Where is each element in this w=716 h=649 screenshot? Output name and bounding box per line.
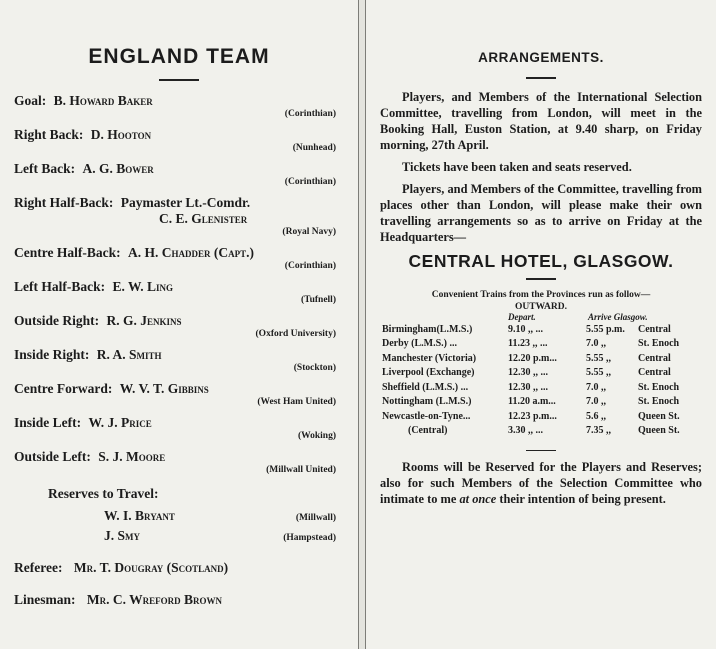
hotel-name: CENTRAL HOTEL, GLASGOW. bbox=[408, 251, 674, 271]
train-column-headers bbox=[380, 312, 702, 324]
linesman-label: Linesman: bbox=[14, 592, 76, 607]
paragraph-london: Players, and Members of the International Selection Committee, travelling from London, will meet in the Booking Hall, Euston Station, at 9.40 sharp, on Friday morning, 27th April. bbox=[380, 90, 702, 152]
position-label: Goal: bbox=[14, 93, 47, 108]
col-arrive: Arrive Glasgow. bbox=[588, 311, 648, 322]
position-label: Inside Right: bbox=[14, 347, 90, 362]
player-club: (Nunhead) bbox=[292, 143, 336, 153]
position-label: Left Half-Back: bbox=[14, 279, 106, 294]
train-arrive: 7.0 ,, bbox=[586, 338, 606, 349]
train-terminus: Central bbox=[638, 367, 671, 378]
reserve-name: W. I. Bryant bbox=[104, 508, 175, 523]
train-arrive: 7.0 ,, bbox=[586, 396, 606, 407]
position-label: Right Back: bbox=[14, 127, 84, 142]
player-name: R. G. Jenkins bbox=[106, 313, 182, 328]
col-depart: Depart. bbox=[508, 311, 536, 322]
closing-rule bbox=[526, 450, 556, 452]
train-depart: 12.23 p.m... bbox=[508, 410, 557, 422]
player-club: (Royal Navy) bbox=[282, 227, 336, 237]
reserve-player bbox=[14, 506, 344, 526]
train-station: Liverpool (Exchange) bbox=[382, 367, 475, 378]
train-station: Manchester (Victoria) bbox=[382, 352, 477, 364]
player-club: (Woking) bbox=[297, 431, 336, 441]
position-outside-right bbox=[14, 313, 344, 340]
player-name: A. G. Bower bbox=[82, 161, 154, 176]
reserve-name: J. Smy bbox=[104, 528, 141, 543]
train-row bbox=[380, 367, 702, 382]
player-club: (Corinthian) bbox=[284, 261, 336, 271]
position-centre-forward bbox=[14, 381, 344, 408]
referee-name: Mr. T. Dougray (Scotland) bbox=[73, 560, 229, 575]
train-depart: 11.20 a.m... bbox=[508, 396, 556, 407]
position-label: Right Half-Back: bbox=[14, 195, 114, 210]
position-left-back bbox=[14, 161, 344, 188]
train-row bbox=[380, 382, 702, 397]
linesman-name: Mr. C. Wreford Brown bbox=[86, 592, 223, 607]
player-club: (West Ham United) bbox=[257, 397, 336, 407]
player-club: (Corinthian) bbox=[284, 177, 336, 187]
referee-label: Referee: bbox=[14, 560, 63, 575]
train-terminus: St. Enoch bbox=[638, 396, 680, 407]
arrangements-rule bbox=[526, 77, 556, 79]
player-name: W. V. T. Gibbins bbox=[119, 381, 209, 396]
train-row bbox=[380, 425, 702, 440]
reserve-club: (Hampstead) bbox=[283, 533, 336, 543]
train-arrive: 7.35 ,, bbox=[586, 425, 611, 436]
train-depart: 12.30 ,, ... bbox=[508, 367, 548, 378]
player-club: (Stockton) bbox=[293, 363, 336, 373]
train-terminus: St. Enoch bbox=[638, 338, 680, 349]
train-terminus: Central bbox=[638, 352, 671, 364]
position-right-back bbox=[14, 127, 344, 154]
position-label: Centre Half-Back: bbox=[14, 245, 121, 260]
player-name: A. H. Chadder (Capt.) bbox=[127, 245, 254, 260]
train-arrive: 5.55 p.m. bbox=[586, 323, 625, 335]
train-depart: 12.20 p.m... bbox=[508, 352, 557, 364]
position-label: Inside Left: bbox=[14, 415, 82, 430]
rooms-text-b: their intention of being present. bbox=[496, 492, 666, 506]
train-depart: 3.30 ,, ... bbox=[508, 425, 543, 436]
train-arrive: 5.55 ,, bbox=[586, 367, 611, 378]
train-station: (Central) bbox=[408, 425, 448, 436]
train-terminus: Queen St. bbox=[638, 425, 680, 436]
rooms-text-emphasis: at once bbox=[459, 492, 497, 506]
player-name: R. A. Smith bbox=[96, 347, 162, 362]
player-name: C. E. Glenister bbox=[159, 211, 248, 226]
reserve-club: (Millwall) bbox=[295, 513, 336, 523]
train-row bbox=[380, 324, 702, 339]
paragraph-rooms bbox=[380, 459, 702, 507]
page-fold bbox=[358, 0, 366, 649]
position-right-half-back bbox=[14, 195, 344, 238]
position-left-half-back bbox=[14, 279, 344, 306]
position-inside-left bbox=[14, 415, 344, 442]
position-label: Outside Right: bbox=[14, 313, 100, 328]
position-inside-right bbox=[14, 347, 344, 374]
train-row bbox=[380, 338, 702, 353]
position-label: Centre Forward: bbox=[14, 381, 113, 396]
player-club: (Corinthian) bbox=[284, 109, 336, 119]
player-club: (Millwall United) bbox=[266, 465, 336, 475]
train-depart: 11.23 ,, ... bbox=[508, 338, 548, 349]
trains-heading: Convenient Trains from the Provinces run as follow— bbox=[431, 289, 651, 300]
player-club: (Oxford University) bbox=[255, 329, 336, 339]
train-terminus: Queen St. bbox=[638, 410, 680, 422]
team-panel bbox=[14, 40, 344, 608]
train-row bbox=[380, 411, 702, 426]
paragraph-tickets: Tickets have been taken and seats reserved. bbox=[402, 160, 632, 174]
team-title: ENGLAND TEAM bbox=[88, 45, 270, 68]
reserves-title: Reserves to Travel: bbox=[48, 486, 159, 501]
train-station: Nottingham (L.M.S.) bbox=[382, 396, 472, 407]
train-row bbox=[380, 353, 702, 368]
train-station: Newcastle-on-Tyne... bbox=[382, 410, 471, 422]
hotel-rule bbox=[526, 278, 556, 280]
train-depart: 9.10 ,, ... bbox=[508, 323, 543, 335]
position-centre-half-back bbox=[14, 245, 344, 272]
linesman bbox=[14, 592, 344, 608]
paragraph-provinces: Players, and Members of the Committee, travelling from places other than London, will please make their own travelling arrangements so as to arrive on Friday at the Headquarters— bbox=[380, 182, 702, 244]
train-station: Birmingham(L.M.S.) bbox=[382, 323, 473, 335]
position-label: Left Back: bbox=[14, 161, 76, 176]
position-goal bbox=[14, 93, 344, 120]
player-rank: Paymaster Lt.-Comdr. bbox=[120, 195, 251, 210]
player-name: D. Hooton bbox=[90, 127, 152, 142]
arrangements-title: ARRANGEMENTS. bbox=[478, 50, 604, 65]
referee bbox=[14, 560, 344, 576]
train-terminus: Central bbox=[638, 323, 671, 335]
player-club: (Tufnell) bbox=[300, 295, 336, 305]
reserve-player bbox=[14, 526, 344, 546]
train-terminus: St. Enoch bbox=[638, 381, 680, 393]
player-name: B. Howard Baker bbox=[53, 93, 153, 108]
train-arrive: 5.55 ,, bbox=[586, 352, 611, 364]
arrangements-panel bbox=[380, 44, 702, 513]
train-station: Sheffield (L.M.S.) ... bbox=[382, 381, 469, 393]
train-station: Derby (L.M.S.) ... bbox=[382, 338, 457, 349]
position-label: Outside Left: bbox=[14, 449, 91, 464]
rooms-text-a: Rooms will be Reserved for the Players and Reserves; also for such Members of the Selection Committee who intimate to me bbox=[380, 460, 702, 506]
player-name: W. J. Price bbox=[88, 415, 152, 430]
title-rule bbox=[159, 79, 199, 81]
train-depart: 12.30 ,, ... bbox=[508, 381, 548, 393]
position-outside-left bbox=[14, 449, 344, 476]
train-arrive: 5.6 ,, bbox=[586, 410, 606, 422]
player-name: E. W. Ling bbox=[112, 279, 174, 294]
outward-heading: OUTWARD. bbox=[515, 301, 567, 312]
train-arrive: 7.0 ,, bbox=[586, 381, 606, 393]
train-row bbox=[380, 396, 702, 411]
player-name: S. J. Moore bbox=[98, 449, 166, 464]
